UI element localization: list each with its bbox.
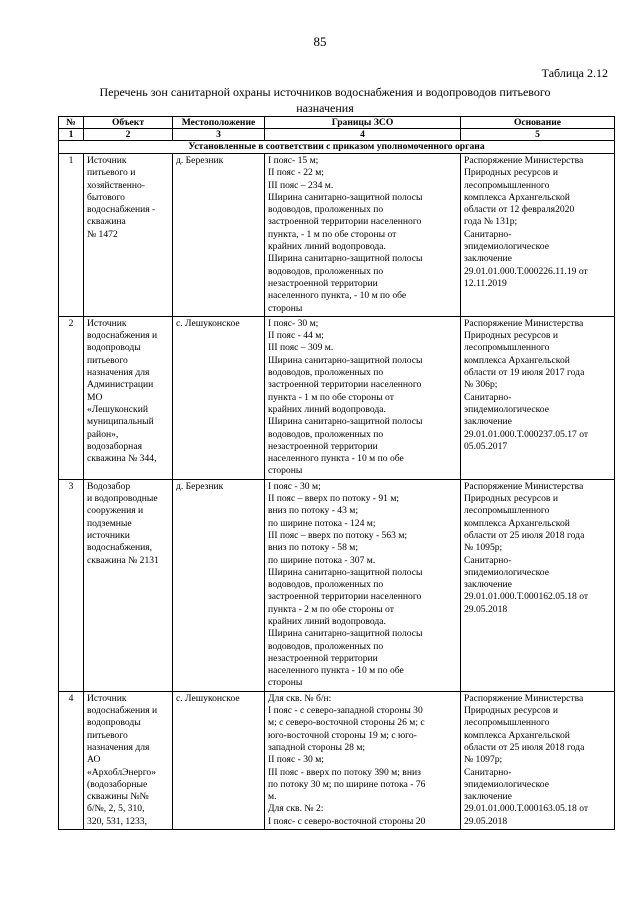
bounds-line: III пояс - вверх по потоку 390 м; вниз xyxy=(268,766,421,778)
basis-line: области от 12 февраля2020 xyxy=(464,204,575,216)
bounds-line: III пояс – 234 м. xyxy=(268,179,334,191)
bounds-line: по ширине потока - 307 м. xyxy=(268,554,376,566)
location-cell: д. Березник xyxy=(173,154,265,317)
basis-line: лесопромышленного xyxy=(464,179,550,191)
bounds-line: населенного пункта, - 10 м по обе xyxy=(268,290,407,302)
object-line: источники xyxy=(87,529,130,541)
location-cell: с. Лешуконское xyxy=(173,691,265,829)
bounds-line: II пояс - 44 м; xyxy=(268,330,324,342)
bounds-line: вниз по потоку - 43 м; xyxy=(268,505,359,517)
basis-cell xyxy=(461,316,615,479)
bounds-line: стороны xyxy=(268,465,303,477)
basis-line: эпидемиологическое xyxy=(464,566,549,578)
column-number: 1 xyxy=(59,129,84,141)
bounds-line: застроенной территории населенного xyxy=(268,216,422,228)
object-line: 320, 531, 1233, xyxy=(87,815,147,827)
object-line: МО xyxy=(87,391,103,403)
object-line: «Лешуконский xyxy=(87,403,148,415)
bounds-line: пункта, - 1 м по обе стороны от xyxy=(268,228,397,240)
bounds-line: Ширина санитарно-защитной полосы xyxy=(268,628,423,640)
bounds-line: I пояс- 30 м; xyxy=(268,317,319,329)
object-line: назначения для xyxy=(87,367,150,379)
document-title: Перечень зон санитарной охраны источников водоснабжения и водопроводов питьевого назначения xyxy=(99,85,551,115)
row-number: 4 xyxy=(59,691,84,829)
bounds-line: крайних линий водопровода. xyxy=(268,615,386,627)
bounds-line: западной стороны 28 м; xyxy=(268,741,366,753)
basis-line: эпидемиологическое xyxy=(464,241,549,253)
basis-line: Природных ресурсов и xyxy=(464,167,558,179)
header-row xyxy=(59,117,615,129)
section-row xyxy=(59,141,615,154)
column-number: 3 xyxy=(173,129,265,141)
bounds-cell xyxy=(265,154,461,317)
bounds-line: Ширина санитарно-защитной полосы xyxy=(268,253,423,265)
header-object: Объект xyxy=(84,117,173,129)
object-line: (водозаборные xyxy=(87,778,148,790)
basis-line: эпидемиологическое xyxy=(464,403,549,415)
bounds-line: III пояс – вверх по потоку - 563 м; xyxy=(268,529,408,541)
header-number: № xyxy=(59,117,84,129)
header-basis: Основание xyxy=(461,117,615,129)
location-cell: с. Лешуконское xyxy=(173,316,265,479)
bounds-line: водоводов, проложенных по xyxy=(268,204,384,216)
object-line: АО xyxy=(87,754,101,766)
row-number: 3 xyxy=(59,479,84,691)
object-line: водопроводы xyxy=(87,717,141,729)
bounds-line: I пояс- с северо-восточной стороны 20 xyxy=(268,815,426,827)
basis-line: комплекса Архангельской xyxy=(464,729,570,741)
object-line: питьевого xyxy=(87,729,128,741)
page-number: 85 xyxy=(313,34,327,49)
bounds-line: Ширина санитарно-защитной полосы xyxy=(268,354,423,366)
bounds-line: водоводов, проложенных по xyxy=(268,265,384,277)
table-row xyxy=(59,479,615,691)
header-location: Местоположение xyxy=(173,117,265,129)
basis-line: комплекса Архангельской xyxy=(464,354,570,366)
bounds-line: крайних линий водопровода. xyxy=(268,403,386,415)
object-line: скважина xyxy=(87,216,126,228)
basis-line: заключение xyxy=(464,416,512,428)
basis-cell xyxy=(461,154,615,317)
bounds-line: Ширина санитарно-защитной полосы xyxy=(268,191,423,203)
basis-line: Санитарно- xyxy=(464,554,512,566)
basis-line: лесопромышленного xyxy=(464,342,550,354)
object-line: «АрхоблЭнерго» xyxy=(87,766,156,778)
basis-line: Распоряжение Министерства xyxy=(464,480,584,492)
basis-line: Распоряжение Министерства xyxy=(464,155,584,166)
bounds-line: водоводов, проложенных по xyxy=(268,579,384,591)
basis-cell xyxy=(461,479,615,691)
basis-line: области от 19 июля 2017 года xyxy=(464,367,585,379)
object-line: питьевого xyxy=(87,354,128,366)
table-row xyxy=(59,691,615,829)
bounds-line: II пояс – вверх по потоку - 91 м; xyxy=(268,493,400,505)
basis-line: 29.01.01.000.Т.000162.05.18 от xyxy=(464,591,589,603)
object-line: и водопроводные xyxy=(87,493,158,505)
bounds-line: пункта - 2 м по обе стороны от xyxy=(268,603,394,615)
bounds-line: по потоку 30 м; по ширине потока - 76 xyxy=(268,778,426,790)
bounds-cell xyxy=(265,316,461,479)
basis-line: лесопромышленного xyxy=(464,717,550,729)
object-line: Источник xyxy=(87,317,127,329)
bounds-line: крайних линий водопровода. xyxy=(268,241,386,253)
basis-line: 29.05.2018 xyxy=(464,603,508,615)
bounds-line: Для скв. № б/н: xyxy=(268,692,332,704)
column-number: 2 xyxy=(84,129,173,141)
basis-line: заключение xyxy=(464,253,512,265)
location-cell: д. Березник xyxy=(173,479,265,691)
bounds-line: I пояс - с северо-западной стороны 30 xyxy=(268,705,423,717)
row-number: 2 xyxy=(59,316,84,479)
section-title: Установленные в соответствии с приказом уполномоченного органа xyxy=(59,141,615,154)
column-number: 4 xyxy=(265,129,461,141)
bounds-cell xyxy=(265,479,461,691)
bounds-line: Ширина санитарно-защитной полосы xyxy=(268,566,423,578)
basis-line: 29.01.01.000.Т.000237.05.17 от xyxy=(464,428,589,440)
basis-line: заключение xyxy=(464,791,512,803)
bounds-line: застроенной территории населенного xyxy=(268,379,422,391)
basis-line: лесопромышленного xyxy=(464,505,550,517)
object-line: Водозабор xyxy=(87,480,131,492)
bounds-line: стороны xyxy=(268,677,303,689)
object-line: подземные xyxy=(87,517,132,529)
object-line: район», xyxy=(87,428,119,440)
object-line: муниципальный xyxy=(87,416,154,428)
bounds-line: Для скв. № 2: xyxy=(268,803,324,815)
basis-line: области от 25 июля 2018 года xyxy=(464,741,585,753)
basis-line: эпидемиологическое xyxy=(464,778,549,790)
object-line: скважина № 344, xyxy=(87,453,157,465)
object-line: сооружения и xyxy=(87,505,144,517)
basis-line: Санитарно- xyxy=(464,391,512,403)
bounds-line: II пояс - 22 м; xyxy=(268,167,324,179)
basis-line: комплекса Архангельской xyxy=(464,191,570,203)
header-bounds: Границы ЗСО xyxy=(265,117,461,129)
object-line: скважины №№ xyxy=(87,791,149,803)
basis-line: Санитарно- xyxy=(464,228,512,240)
basis-line: Распоряжение Министерства xyxy=(464,317,584,329)
object-line: водопроводы xyxy=(87,342,141,354)
basis-line: 05.05.2017 xyxy=(464,440,508,452)
object-line: водоснабжения и xyxy=(87,330,158,342)
table-row xyxy=(59,154,615,317)
row-number: 1 xyxy=(59,154,84,317)
bounds-line: III пояс – 309 м. xyxy=(268,342,334,354)
basis-cell xyxy=(461,691,615,829)
bounds-line: Ширина санитарно-защитной полосы xyxy=(268,416,423,428)
bounds-line: незастроенной территории xyxy=(268,440,378,452)
bounds-line: водоводов, проложенных по xyxy=(268,367,384,379)
bounds-cell xyxy=(265,691,461,829)
basis-line: комплекса Архангельской xyxy=(464,517,570,529)
bounds-line: незастроенной территории xyxy=(268,277,378,289)
bounds-line: водоводов, проложенных по xyxy=(268,640,384,652)
object-line: питьевого и xyxy=(87,167,136,179)
bounds-line: по ширине потока - 124 м; xyxy=(268,517,376,529)
object-cell xyxy=(84,479,173,691)
basis-line: Распоряжение Министерства xyxy=(464,692,584,704)
bounds-line: застроенной территории населенного xyxy=(268,591,422,603)
bounds-line: м. xyxy=(268,791,277,803)
bounds-line: водоводов, проложенных по xyxy=(268,428,384,440)
object-line: скважина № 2131 xyxy=(87,554,159,566)
column-number: 5 xyxy=(461,129,615,141)
basis-line: области от 25 июля 2018 года xyxy=(464,529,585,541)
object-line: водоснабжения и xyxy=(87,705,158,717)
bounds-line: населенного пункта - 10 м по обе xyxy=(268,665,404,677)
basis-line: 29.01.01.000.Т.000163.05.18 от xyxy=(464,803,589,815)
object-cell xyxy=(84,154,173,317)
object-line: бытового xyxy=(87,191,125,203)
object-line: Администрации xyxy=(87,379,154,391)
object-cell xyxy=(84,691,173,829)
zso-table xyxy=(58,116,615,830)
basis-line: 12.11.2019 xyxy=(464,277,507,289)
basis-line: заключение xyxy=(464,579,512,591)
basis-line: года № 131р; xyxy=(464,216,518,228)
basis-line: Природных ресурсов и xyxy=(464,330,558,342)
bounds-line: II пояс - 30 м; xyxy=(268,754,324,766)
bounds-line: незастроенной территории xyxy=(268,652,378,664)
bounds-line: пункта - 1 м по обе стороны от xyxy=(268,391,394,403)
object-line: назначения для xyxy=(87,741,150,753)
basis-line: Природных ресурсов и xyxy=(464,493,558,505)
object-cell xyxy=(84,316,173,479)
object-line: б/№, 2, 5, 310, xyxy=(87,803,145,815)
bounds-line: населенного пункта - 10 м по обе xyxy=(268,453,404,465)
basis-line: № 1095р; xyxy=(464,542,503,554)
bounds-line: I пояс - 30 м; xyxy=(268,480,321,492)
object-line: хозяйственно- xyxy=(87,179,146,191)
bounds-line: юго-восточной стороны 19 м; с юго- xyxy=(268,729,417,741)
basis-line: № 1097р; xyxy=(464,754,503,766)
object-line: Источник xyxy=(87,155,127,166)
table-row xyxy=(59,316,615,479)
bounds-line: м; с северо-восточной стороны 26 м; с xyxy=(268,717,425,729)
basis-line: Природных ресурсов и xyxy=(464,705,558,717)
basis-line: № 306р; xyxy=(464,379,498,391)
basis-line: 29.01.01.000.Т.000226.11.19 от xyxy=(464,265,588,277)
bounds-line: стороны xyxy=(268,302,303,314)
object-line: водоснабжения, xyxy=(87,542,153,554)
basis-line: Санитарно- xyxy=(464,766,512,778)
column-number-row xyxy=(59,129,615,141)
table-label: Таблица 2.12 xyxy=(541,66,608,80)
bounds-line: I пояс- 15 м; xyxy=(268,155,319,166)
object-line: водозаборная xyxy=(87,440,142,452)
bounds-line: вниз по потоку - 58 м; xyxy=(268,542,359,554)
basis-line: 29.05.2018 xyxy=(464,815,508,827)
object-line: № 1472 xyxy=(87,228,118,240)
object-line: водоснабжения - xyxy=(87,204,156,216)
object-line: Источник xyxy=(87,692,127,704)
